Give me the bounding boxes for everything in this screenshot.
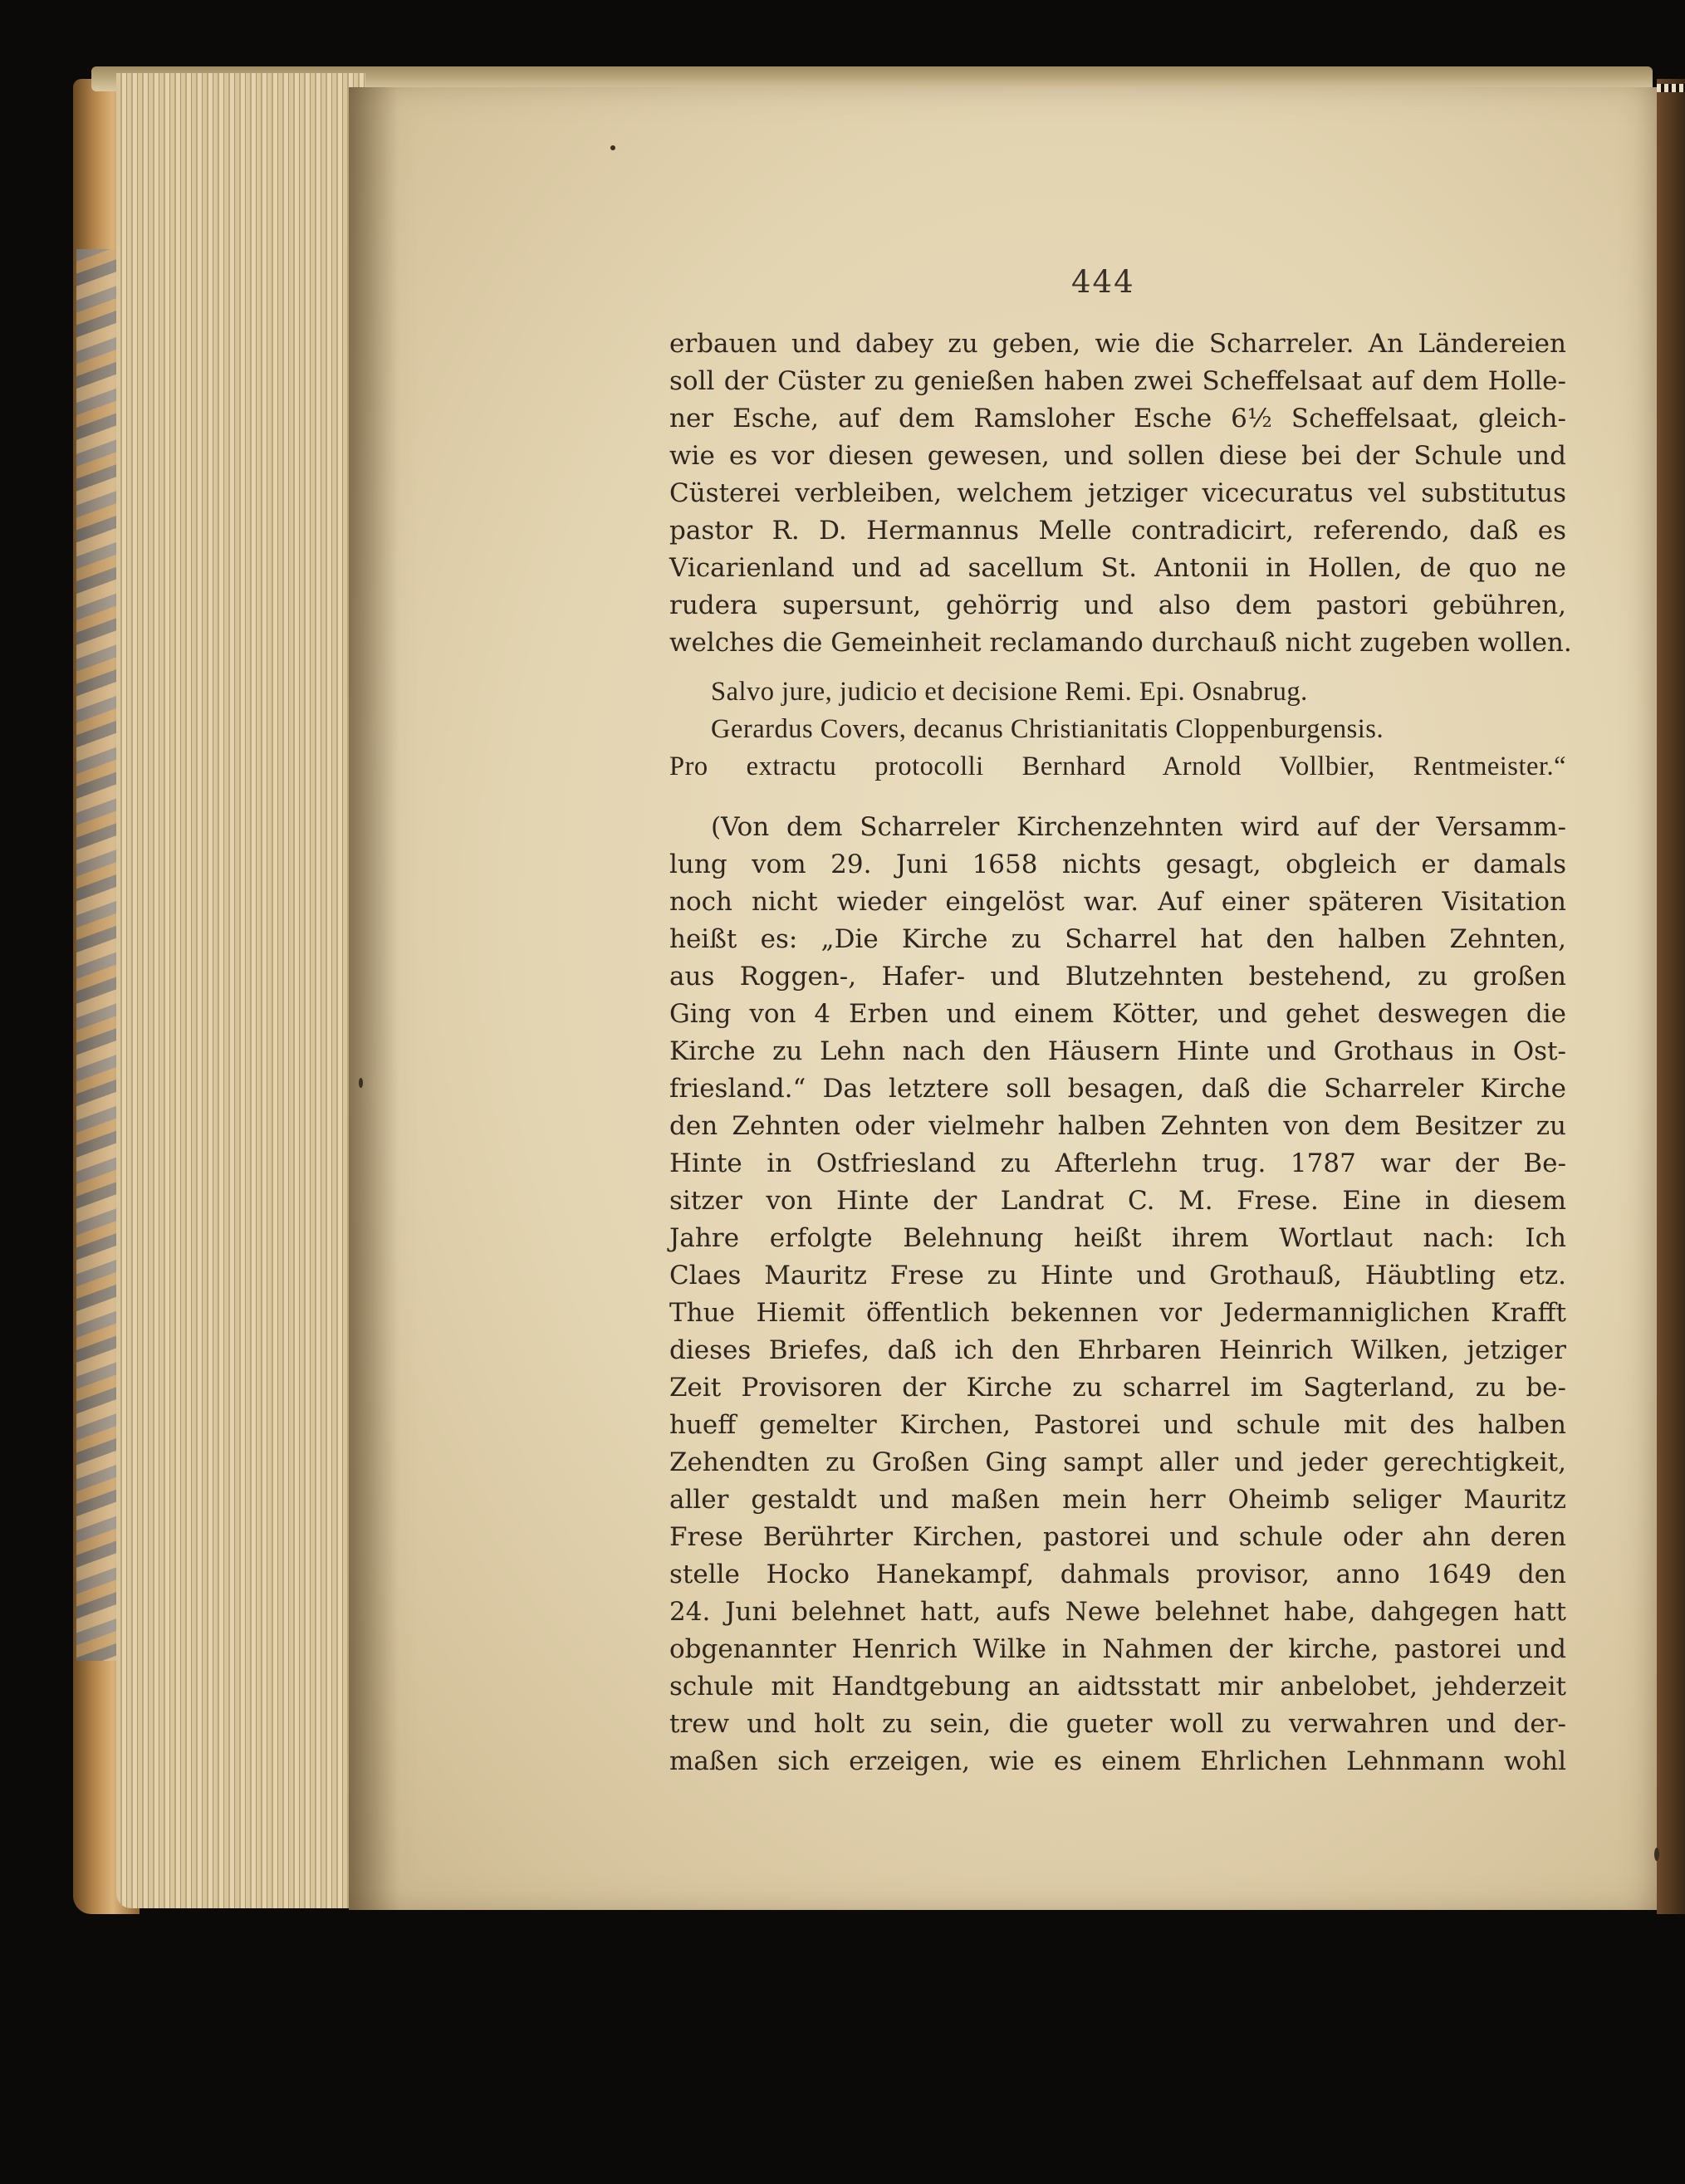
text-line: Vicarienland und ad sacellum St. Antonii in Hollen, de quo ne xyxy=(669,553,1566,583)
paragraph-p3 xyxy=(669,809,1566,1780)
text-line: Hinte in Ostfriesland zu Afterlehn trug. 1787 war der Be- xyxy=(669,1148,1566,1178)
text-line: maßen sich erzeigen, wie es einem Ehrlichen Lehnmann wohl xyxy=(669,1746,1566,1776)
text-line: schule mit Handtgebung an aidtsstatt mir anbelobet, jehderzeit xyxy=(669,1672,1566,1702)
text-line: soll der Cüster zu genießen haben zwei Scheffelsaat auf dem Holle- xyxy=(669,366,1566,396)
text-line: Zeit Provisoren der Kirche zu scharrel im Sagterland, zu be- xyxy=(669,1373,1566,1403)
text-line: dieses Briefes, daß ich den Ehrbaren Heinrich Wilken, jetziger xyxy=(669,1335,1566,1365)
text-line: hueff gemelter Kirchen, Pastorei und schule mit des halben xyxy=(669,1410,1566,1440)
text-line: Gerardus Covers, decanus Christianitatis Cloppenburgensis. xyxy=(711,714,1384,744)
marbled-endpaper xyxy=(76,249,118,1661)
text-line: Zehendten zu Großen Ging sampt aller und jeder gerechtigkeit, xyxy=(669,1447,1566,1477)
text-line: sitzer von Hinte der Landrat C. M. Frese. Eine in diesem xyxy=(669,1186,1566,1216)
text-line: Jahre erfolgte Belehnung heißt ihrem Wortlaut nach: Ich xyxy=(669,1223,1566,1253)
paragraph-p1 xyxy=(669,326,1572,662)
paper-spot xyxy=(610,145,615,150)
paper-spot xyxy=(1654,1848,1659,1861)
text-line: welches die Gemeinheit reclamando durchauß nicht zugeben wollen. xyxy=(669,628,1572,658)
text-line: Pro extractu protocolli Bernhard Arnold Vollbier, Rentmeister.“ xyxy=(669,752,1566,781)
text-line: Ging von 4 Erben und einem Kötter, und gehet deswegen die xyxy=(669,999,1566,1029)
text-line: ner Esche, auf dem Ramsloher Esche 6½ Scheffelsaat, gleich- xyxy=(669,404,1566,433)
text-line: noch nicht wieder eingelöst war. Auf einer späteren Visitation xyxy=(669,887,1566,917)
text-line: obgenannter Henrich Wilke in Nahmen der kirche, pastorei und xyxy=(669,1634,1566,1664)
text-line: Kirche zu Lehn nach den Häusern Hinte und Grothaus in Ost- xyxy=(669,1036,1566,1066)
text-line: aus Roggen-, Hafer- und Blutzehnten bestehend, zu großen xyxy=(669,962,1566,992)
paragraph-p2 xyxy=(669,673,1566,786)
right-book-edge xyxy=(1657,79,1685,1914)
text-line: Cüsterei verbleiben, welchem jetziger vicecuratus vel substitutus xyxy=(669,478,1566,508)
text-line: aller gestaldt und maßen mein herr Oheimb seliger Mauritz xyxy=(669,1485,1566,1515)
text-line: 24. Juni belehnet hatt, aufs Newe belehnet habe, dahgegen hatt xyxy=(669,1597,1566,1627)
text-line: den Zehnten oder vielmehr halben Zehnten von dem Besitzer zu xyxy=(669,1111,1566,1141)
text-line: trew und holt zu sein, die gueter woll zu verwahren und der- xyxy=(669,1709,1566,1739)
text-line: rudera supersunt, gehörrig und also dem pastori gebühren, xyxy=(669,590,1566,620)
page-gutter-shadow xyxy=(349,87,399,1910)
text-line: pastor R. D. Hermannus Melle contradicirt, referendo, daß es xyxy=(669,516,1566,546)
text-line: Frese Berührter Kirchen, pastorei und schule oder ahn deren xyxy=(669,1522,1566,1552)
page-edge-stack xyxy=(116,73,365,1908)
page-text xyxy=(669,326,1572,1780)
text-line: friesland.“ Das letztere soll besagen, daß die Scharreler Kirche xyxy=(669,1074,1566,1104)
text-line: wie es vor diesen gewesen, und sollen diese bei der Schule und xyxy=(669,441,1566,471)
text-line: stelle Hocko Hanekampf, dahmals provisor, anno 1649 den xyxy=(669,1560,1566,1589)
page-number: 444 xyxy=(1071,264,1135,300)
text-line: (Von dem Scharreler Kirchenzehnten wird auf der Versamm- xyxy=(711,812,1566,842)
text-line: Thue Hiemit öffentlich bekennen vor Jedermanniglichen Krafft xyxy=(669,1298,1566,1328)
text-line: Salvo jure, judicio et decisione Remi. Epi. Osnabrug. xyxy=(711,677,1308,707)
text-line: Claes Mauritz Frese zu Hinte und Grothauß, Häubtling etz. xyxy=(669,1261,1566,1290)
paper-spot xyxy=(359,1078,363,1088)
text-line: lung vom 29. Juni 1658 nichts gesagt, obgleich er damals xyxy=(669,850,1566,879)
text-line: erbauen und dabey zu geben, wie die Scharreler. An Ländereien xyxy=(669,329,1566,359)
text-line: heißt es: „Die Kirche zu Scharrel hat den halben Zehnten, xyxy=(669,924,1566,954)
